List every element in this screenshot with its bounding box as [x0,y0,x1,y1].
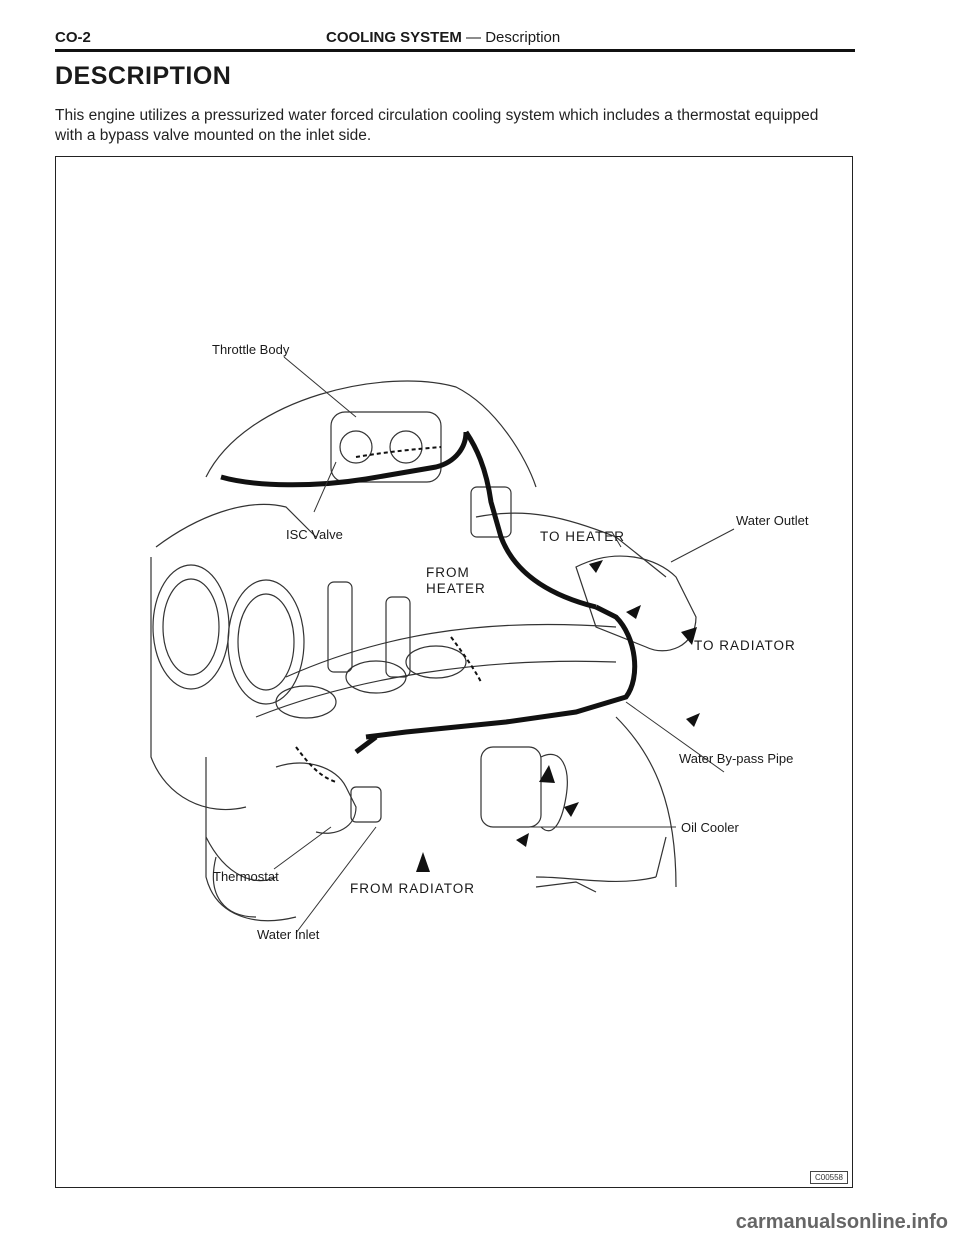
header-rule [55,49,855,52]
label-isc-valve: ISC Valve [286,527,343,542]
label-from-heater-1: FROM [426,565,470,580]
label-thermostat: Thermostat [213,869,279,884]
label-water-inlet: Water Inlet [257,927,320,942]
label-throttle-body: Throttle Body [212,342,290,357]
subsection-name: Description [485,29,561,46]
label-water-outlet: Water Outlet [736,513,809,528]
title-separator: — [461,29,486,46]
figure-code: C00558 [810,1171,848,1184]
watermark: carmanualsonline.info [735,1211,948,1233]
cooling-system-figure [55,156,853,1188]
engine-illustration [56,157,852,1187]
section-title [326,29,560,46]
page-code: CO-2 [55,29,91,46]
intro-paragraph: This engine utilizes a pressurized water forced circulation cooling system which includes a thermostat equipped with a bypass valve mounted on the inlet side. [55,107,819,144]
label-oil-cooler: Oil Cooler [681,820,739,835]
engine-outline [151,381,696,921]
label-water-bypass-pipe: Water By-pass Pipe [679,751,794,766]
label-to-heater: TO HEATER [540,529,626,544]
section-name: COOLING SYSTEM [326,29,462,46]
leader-lines [274,357,734,933]
label-from-radiator: FROM RADIATOR [350,881,476,896]
label-to-radiator: TO RADIATOR [694,638,796,653]
page-heading: DESCRIPTION [55,62,232,90]
label-from-heater-2: HEATER [426,581,486,596]
